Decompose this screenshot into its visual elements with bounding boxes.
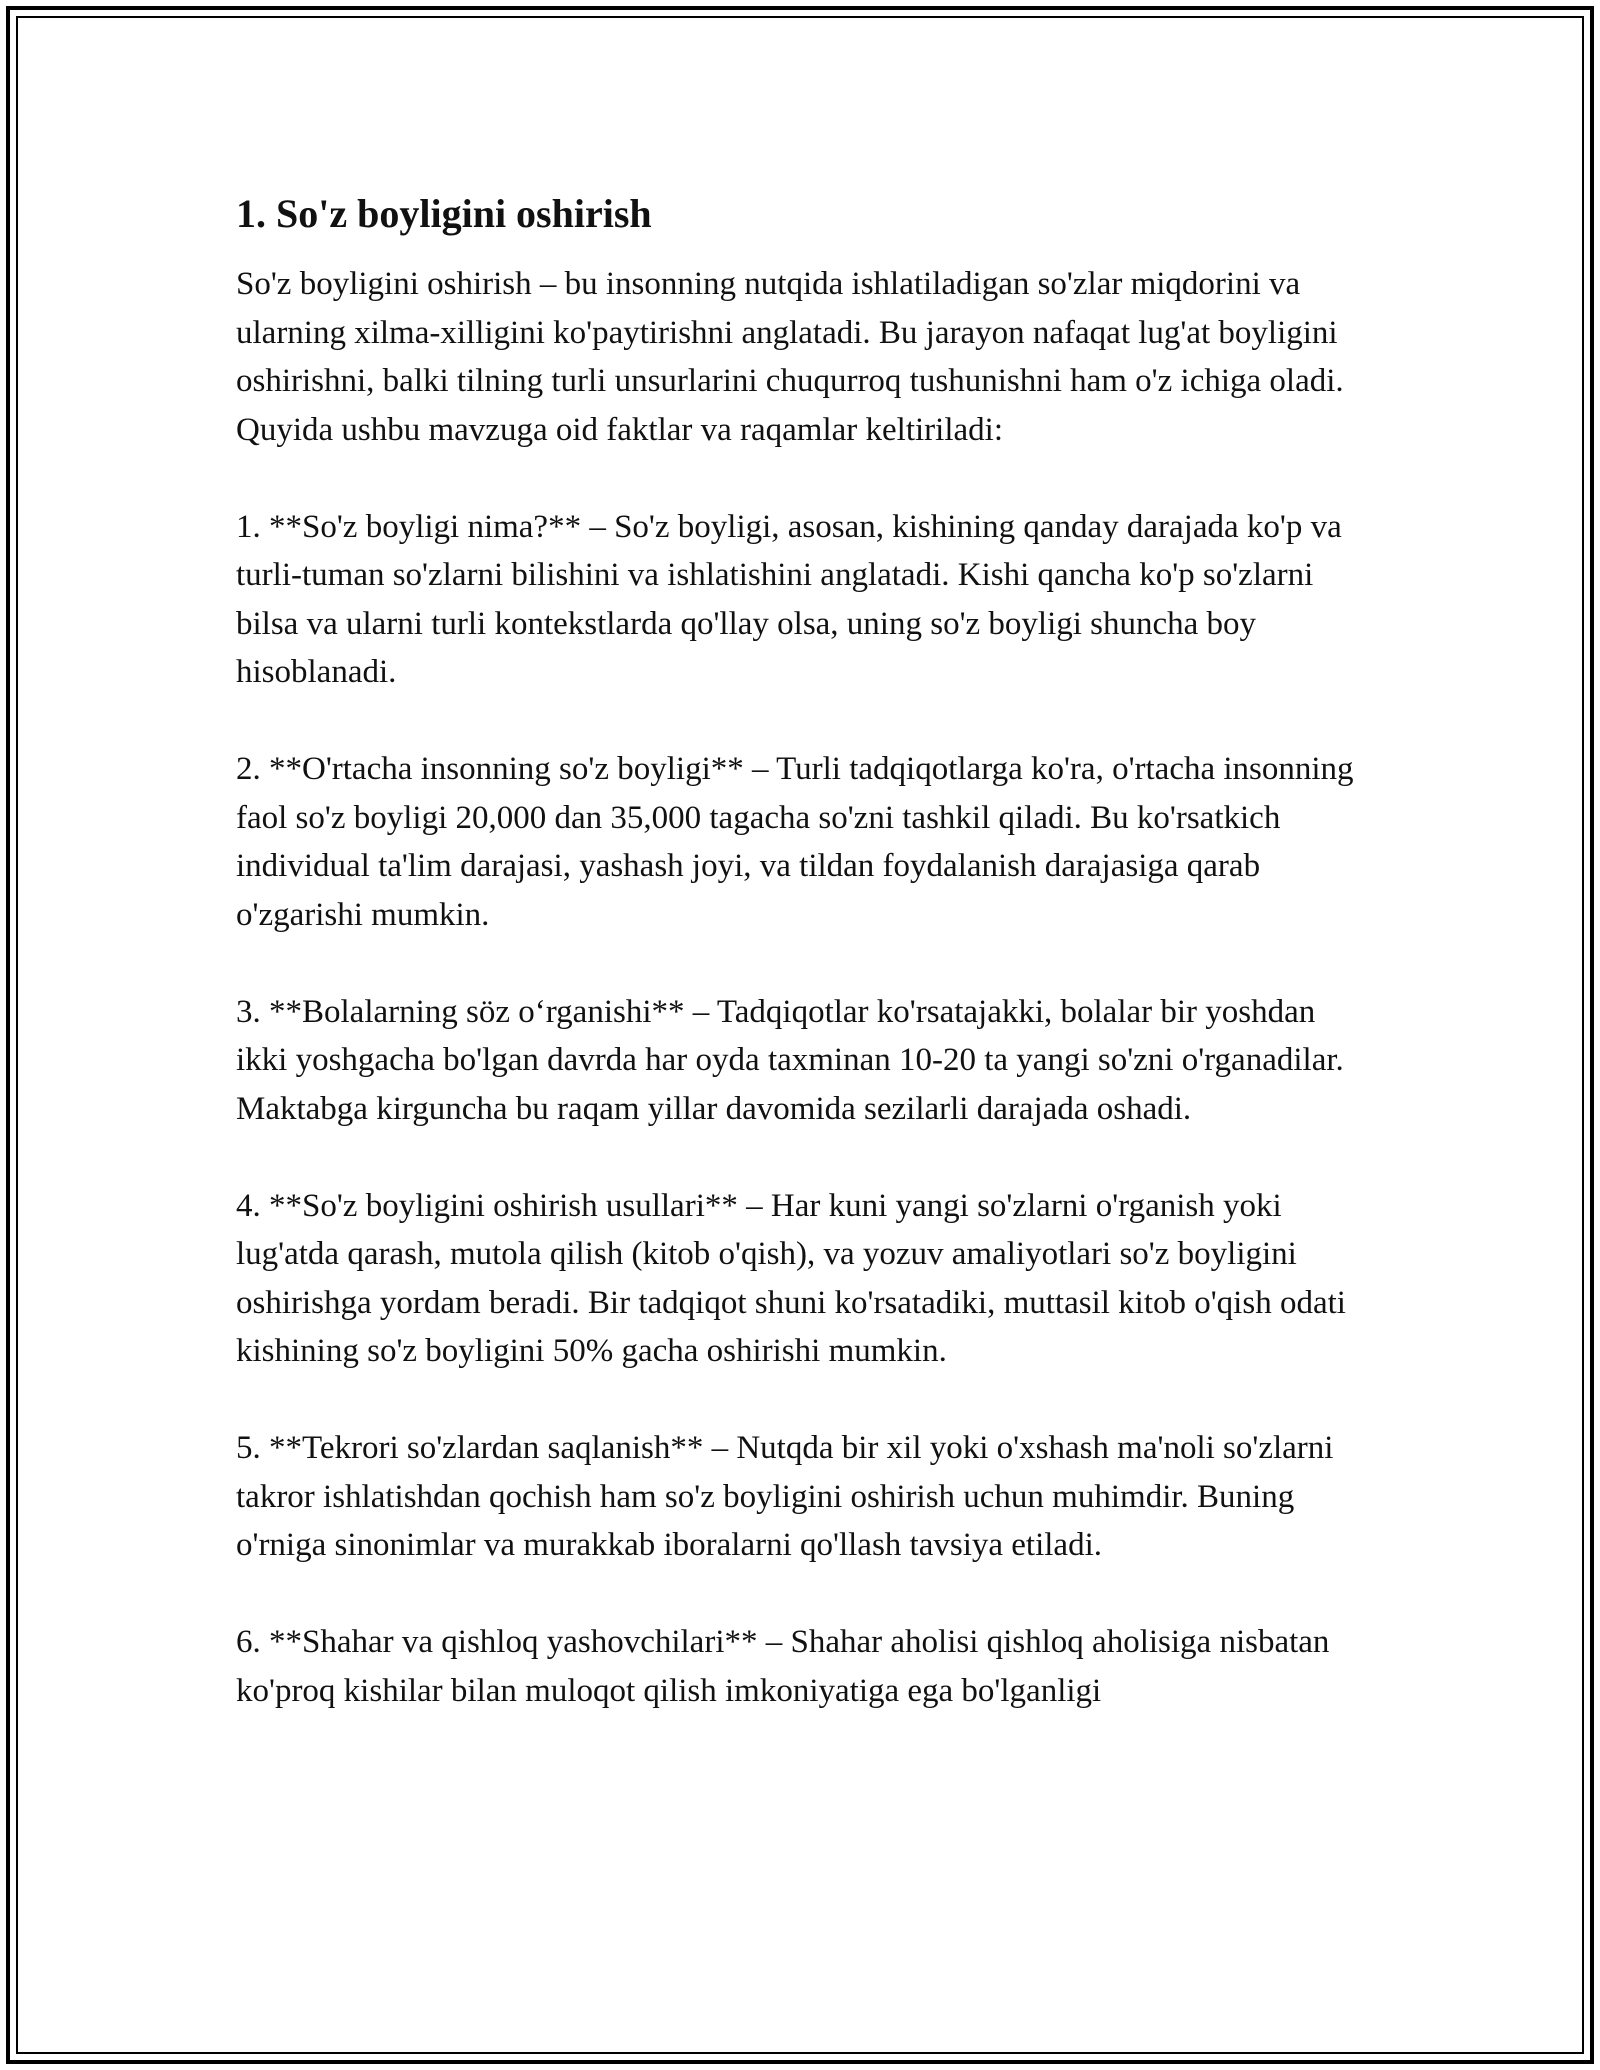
document-title: 1. So'z boyligini oshirish — [236, 191, 652, 236]
list-item-4: 4. **So'z boyligini oshirish usullari** – Har kuni yangi so'zlarni o'rganish yoki lug'atda qarash, mutola qilish (kitob o'qish), va yozuv amaliyotlari so'z boyligini oshirishga yordam beradi. Bir tadqiqot shuni ko'rsatadiki, muttasil kitob o'qish odati kishining so'z boyligini 50% gacha oshirishi mumkin. — [236, 1187, 1346, 1369]
intro-paragraph: So'z boyligini oshirish – bu insonning nutqida ishlatiladigan so'zlar miqdorini va ularning xilma-xilligini ko'paytirishni anglatadi. Bu jarayon nafaqat lug'at boyligini oshirishni, balki tilning turli unsurlarini chuqurroq tushunishni ham o'z ichiga oladi. Quyida ushbu mavzuga oid faktlar va raqamlar keltiriladi: — [236, 266, 1344, 448]
document-body — [236, 188, 1366, 1715]
list-item-6: 6. **Shahar va qishloq yashovchilari** – Shahar aholisi qishloq aholisiga nisbatan ko'proq kishilar bilan muloqot qilish imkoniyatiga ega bo'lganligi — [236, 1624, 1330, 1709]
list-item-5: 5. **Tekrori so'zlardan saqlanish** – Nutqda bir xil yoki o'xshash ma'noli so'zlarni takror ishlatishdan qochish ham so'z boyligini oshirish uchun muhimdir. Buning o'rniga sinonimlar va murakkab iboralarni qo'llash tavsiya etiladi. — [236, 1430, 1334, 1563]
list-item-2: 2. **O'rtacha insonning so'z boyligi** – Turli tadqiqotlarga ko'ra, o'rtacha insonning faol so'z boyligi 20,000 dan 35,000 tagacha so'zni tashkil qiladi. Bu ko'rsatkich individual ta'lim darajasi, yashash joyi, va tildan foydalanish darajasiga qarab o'zgarishi mumkin. — [236, 751, 1354, 933]
list-item-1: 1. **So'z boyligi nima?** – So'z boyligi, asosan, kishining qanday darajada ko'p va turli-tuman so'zlarni bilishini va ishlatishini anglatadi. Kishi qancha ko'p so'zlarni bilsa va ularni turli kontekstlarda qo'llay olsa, uning so'z boyligi shuncha boy hisoblanadi. — [236, 508, 1342, 690]
list-item-3: 3. **Bolalarning söz o‘rganishi** – Tadqiqotlar ko'rsatajakki, bolalar bir yoshdan ikki yoshgacha bo'lgan davrda har oyda taxminan 10-20 ta yangi so'zni o'rganadilar. Maktabga kirguncha bu raqam yillar davomida sezilarli darajada oshadi. — [236, 993, 1344, 1127]
